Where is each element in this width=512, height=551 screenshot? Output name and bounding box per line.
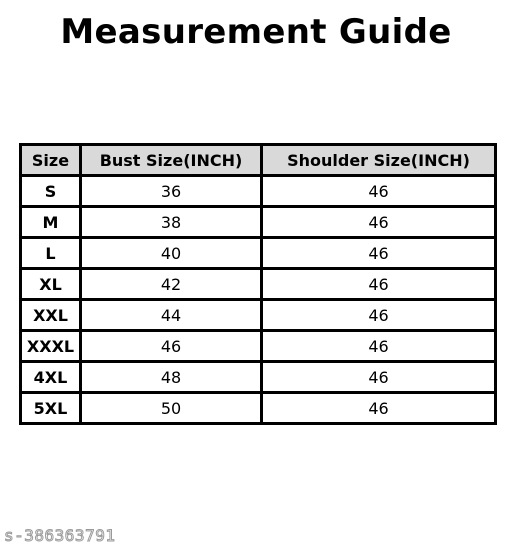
size-cell: M: [21, 207, 81, 238]
product-id-watermark: s-386363791: [4, 526, 116, 545]
bust-cell: 42: [81, 269, 262, 300]
page-title: Measurement Guide: [60, 12, 452, 52]
table-row: [21, 393, 496, 424]
shoulder-cell: 46: [262, 238, 496, 269]
table-row: [21, 331, 496, 362]
table-row: [21, 362, 496, 393]
column-header-size: Size: [21, 145, 81, 176]
size-cell: XL: [21, 269, 81, 300]
shoulder-cell: 46: [262, 331, 496, 362]
size-cell: S: [21, 176, 81, 207]
bust-cell: 48: [81, 362, 262, 393]
table-row: [21, 300, 496, 331]
table-row: [21, 238, 496, 269]
size-cell: XXXL: [21, 331, 81, 362]
bust-cell: 40: [81, 238, 262, 269]
bust-cell: 50: [81, 393, 262, 424]
shoulder-cell: 46: [262, 393, 496, 424]
shoulder-cell: 46: [262, 269, 496, 300]
table-row: [21, 176, 496, 207]
table-row: [21, 269, 496, 300]
shoulder-cell: 46: [262, 362, 496, 393]
size-cell: 5XL: [21, 393, 81, 424]
size-cell: 4XL: [21, 362, 81, 393]
shoulder-cell: 46: [262, 207, 496, 238]
measurement-table: [19, 143, 497, 425]
bust-cell: 36: [81, 176, 262, 207]
table-row: [21, 207, 496, 238]
column-header-shoulder-size: Shoulder Size(INCH): [262, 145, 496, 176]
column-header-bust-size: Bust Size(INCH): [81, 145, 262, 176]
bust-cell: 38: [81, 207, 262, 238]
shoulder-cell: 46: [262, 300, 496, 331]
bust-cell: 46: [81, 331, 262, 362]
shoulder-cell: 46: [262, 176, 496, 207]
size-cell: L: [21, 238, 81, 269]
size-cell: XXL: [21, 300, 81, 331]
table-header-row: [21, 145, 496, 176]
bust-cell: 44: [81, 300, 262, 331]
